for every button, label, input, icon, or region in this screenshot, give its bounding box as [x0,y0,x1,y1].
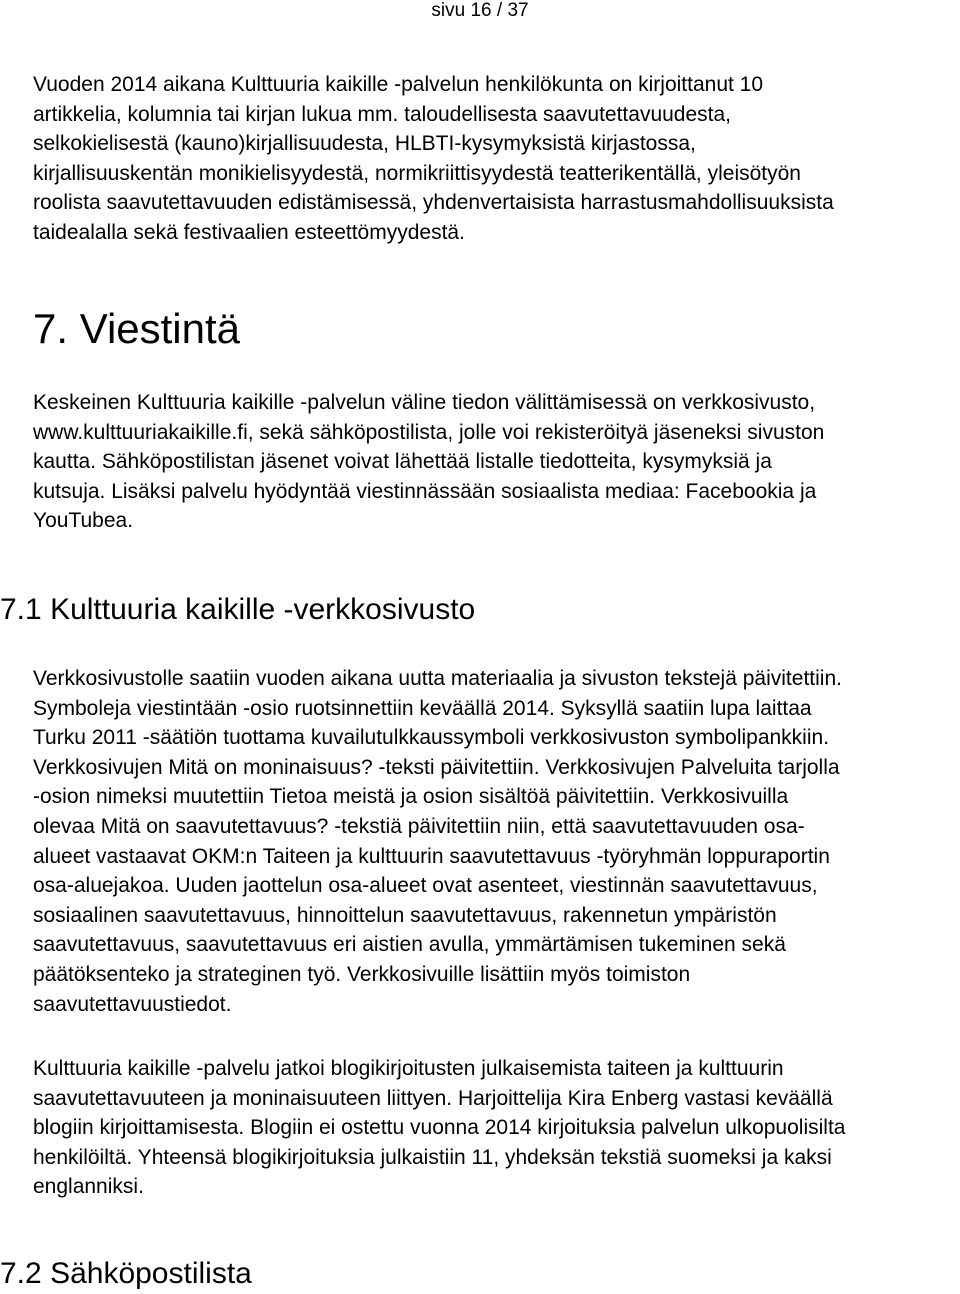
text-line: Turku 2011 -säätiön tuottama kuvailutulkkaussymboli verkkosivuston symbolipankkiin. [33,726,830,750]
section-7-1-paragraph-1 [33,664,960,1019]
text-line: saavutettavuustiedot. [33,992,232,1016]
text-line: alueet vastaavat OKM:n Taiteen ja kulttuurin saavutettavuus -työryhmän loppuraportin [33,844,830,868]
text-line: blogiin kirjoittamisesta. Blogiin ei ostettu vuonna 2014 kirjoituksia palvelun ulkopuolisilta [33,1116,846,1140]
text-line: sosiaalinen saavutettavuus, hinnoittelun saavutettavuus, rakennetun ympäristön [33,903,777,927]
text-line: selkokielisestä (kauno)kirjallisuudesta, HLBTI-kysymyksistä kirjastossa, [33,132,696,156]
text-line: Verkkosivustolle saatiin vuoden aikana uutta materiaalia ja sivuston tekstejä päivitettiin. [33,667,842,690]
text-line: henkilöiltä. Yhteensä blogikirjoituksia julkaistiin 11, yhdeksän tekstiä suomeksi ja kaksi [33,1145,832,1169]
text-line: kirjallisuuskentän monikielisyydestä, normikriittisyydestä teatterikentällä, yleisötyön [33,161,801,185]
section-7-2-heading [0,1256,252,1292]
text-line: saavutettavuus, saavutettavuus eri aistien avulla, ymmärtämisen tukeminen sekä [33,933,786,957]
text-line: artikkelia, kolumnia tai kirjan lukua mm. taloudellisesta saavutettavuudesta, [33,102,732,126]
text-line: -osion nimeksi muutettiin Tietoa meistä ja osion sisältöä päivitettiin. Verkkosivuilla [33,785,789,809]
text-line: päätöksenteko ja strateginen työ. Verkkosivuille lisättiin myös toimiston [33,962,691,986]
page-number: sivu 16 / 37 [431,0,529,21]
intro-paragraph [33,70,960,248]
text-line: kutsuja. Lisäksi palvelu hyödyntää viestinnässään sosiaalista mediaa: Facebookia ja [33,479,817,503]
text-line: englanniksi. [33,1175,144,1199]
text-line: Keskeinen Kulttuuria kaikille -palvelun väline tiedon välittämisessä on verkkosivusto, [33,391,816,414]
section-7-heading: 7. Viestintä [33,305,241,352]
text-line: Vuoden 2014 aikana Kulttuuria kaikille -palvelun henkilökunta on kirjoittanut 10 [33,73,764,96]
text-line: Verkkosivujen Mitä on moninaisuus? -teksti päivitettiin. Verkkosivujen Palveluita tarjolla [33,755,840,779]
text-line: olevaa Mitä on saavutettavuus? -tekstiä päivitettiin niin, että saavutettavuuden osa- [33,814,805,838]
text-line: taidealalla sekä festivaalien esteettömyydestä. [33,220,465,244]
section-7-2-title: Sähköpostilista [50,1257,252,1290]
section-7-1-number: 7.1 [0,593,42,626]
text-line: Kulttuuria kaikille -palvelu jatkoi blogikirjoitusten julkaisemista taiteen ja kulttuurin [33,1057,784,1080]
text-line: roolista saavutettavuuden edistämisessä, yhdenvertaisista harrastusmahdollisuuksista [33,191,834,215]
section-7-1-title: Kulttuuria kaikille -verkkosivusto [50,593,476,626]
text-line: www.kulttuuriakaikille.fi, sekä sähköpostilista, jolle voi rekisteröityä jäseneksi sivuston [33,420,825,444]
section-7-2-number: 7.2 [0,1257,42,1290]
section-7-paragraph [33,388,960,536]
text-line: YouTubea. [33,509,134,533]
section-7-1-heading [0,592,475,628]
section-7-1-paragraph-2 [33,1054,960,1202]
text-line: Symboleja viestintään -osio ruotsinnettiin keväällä 2014. Syksyllä saatiin lupa laittaa [33,696,812,720]
text-line: kautta. Sähköpostilistan jäsenet voivat lähettää listalle tiedotteita, kysymyksiä ja [33,450,772,474]
text-line: saavutettavuuteen ja moninaisuuteen liittyen. Harjoittelija Kira Enberg vastasi keväällä [33,1086,833,1110]
text-line: osa-aluejakoa. Uuden jaottelun osa-alueet ovat asenteet, viestinnän saavutettavuus, [33,874,818,898]
